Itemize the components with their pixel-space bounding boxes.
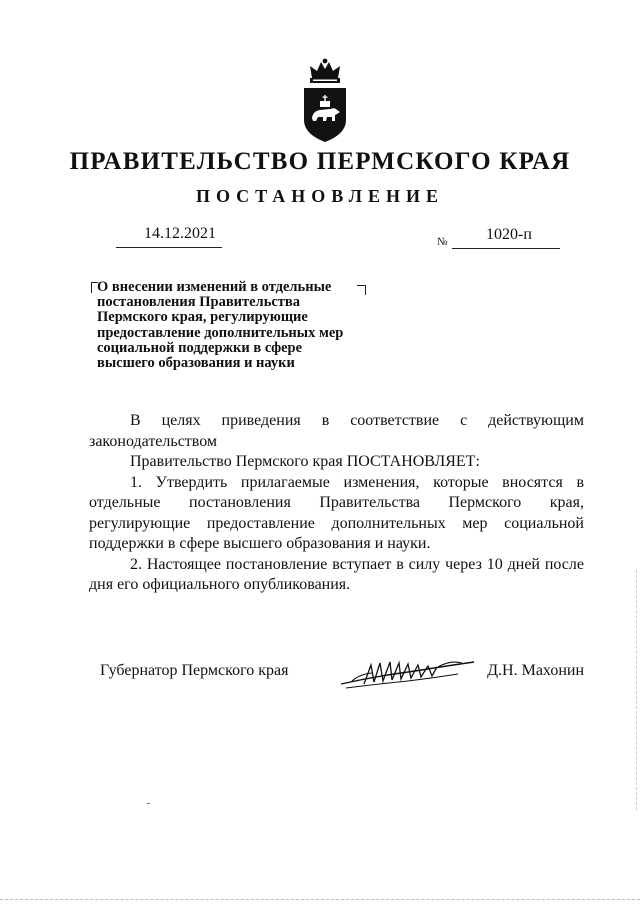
document-body [89,411,584,596]
signature-row [89,662,584,692]
item-2-paragraph: 2. Настоящее постановление вступает в силу через 10 дней после дня его официального опубликования. [89,555,584,593]
scan-artifact [147,803,150,804]
subject-line: высшего образования и науки [97,355,295,372]
organization-title: ПРАВИТЕЛЬСТВО ПЕРМСКОГО КРАЯ [69,148,571,175]
document-date: 14.12.2021 [144,225,216,242]
page-edge-right [636,570,637,810]
document-subject [97,280,367,371]
signatory-title: Губернатор Пермского края [100,662,289,679]
date-underline [116,247,222,248]
preamble-paragraph: В целях приведения в соответствие с действующим законодательством [89,412,584,450]
number-prefix: № [437,236,448,248]
document-type: ПОСТАНОВЛЕНИЕ [195,186,445,206]
document-number: 1020-п [486,226,532,243]
item-1-paragraph: 1. Утвердить прилагаемые изменения, которые вносятся в отдельные постановления Правительства Пермского края, регулирующие предоставление дополнительных мер социальной поддержки в сфере высшего образования и науки. [89,473,584,552]
subject-line: Пермского края, регулирующие [97,309,308,326]
number-underline [452,248,560,249]
signature-icon [338,654,478,694]
subject-line: предоставление дополнительных мер [97,324,344,341]
signatory-name: Д.Н. Махонин [487,662,584,679]
coat-of-arms-icon [300,58,350,144]
resolves-paragraph: Правительство Пермского края ПОСТАНОВЛЯЕТ: [130,453,480,470]
page-edge-bottom [0,899,640,900]
subject-line: постановления Правительства [97,294,300,311]
subject-line: социальной поддержки в сфере [97,339,303,356]
subject-line: О внесении изменений в отдельные [97,279,332,295]
